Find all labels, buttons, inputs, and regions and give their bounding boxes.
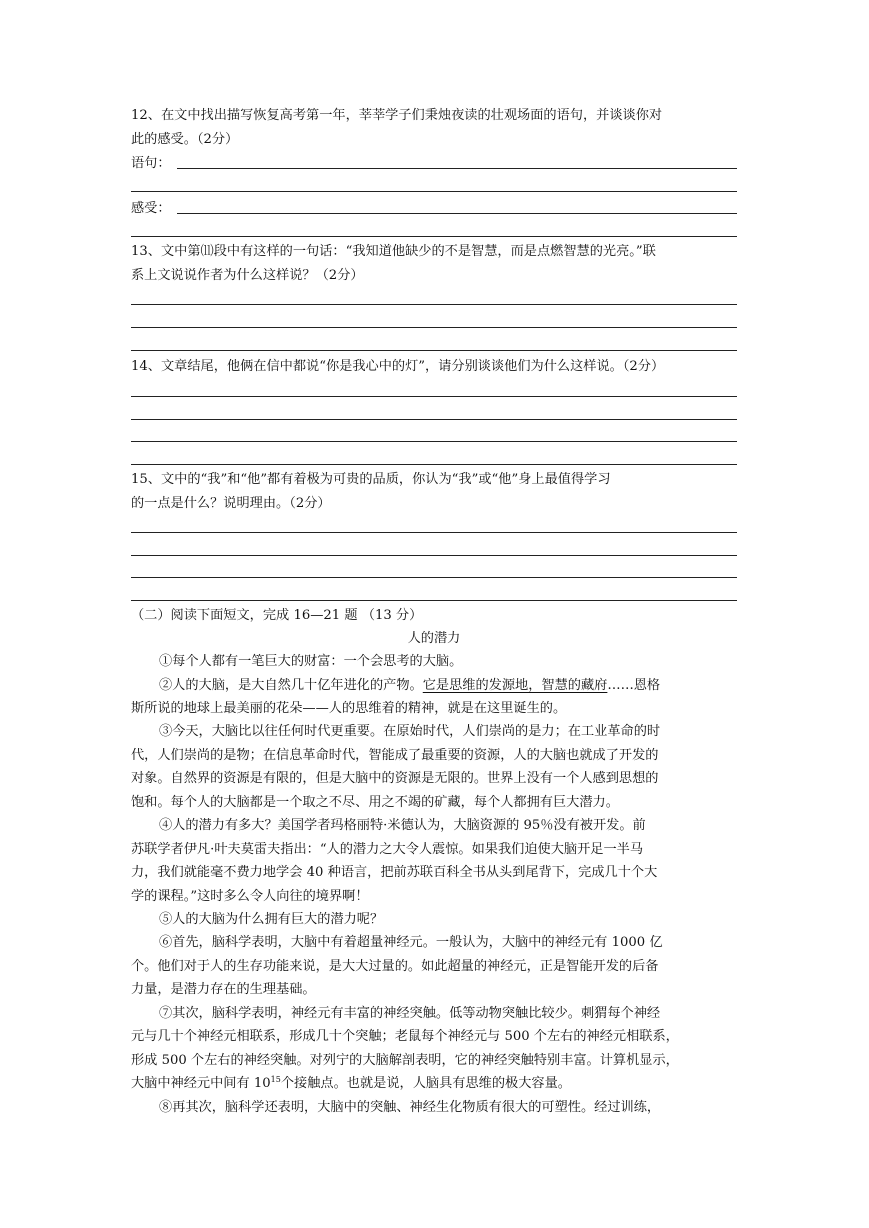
q13-answer-line-1[interactable] [131, 304, 737, 305]
passage-paragraph-7-line3: 形成 500 个左右的神经突触。对列宁的大脑解剖表明，它的神经突触特别丰富。计算机显示， [131, 1053, 679, 1068]
passage-paragraph-6-line2: 个。他们对于人的生存功能来说，是大大过量的。如此超量的神经元，正是智能开发的后备 [131, 959, 659, 974]
q13-answer-line-2[interactable] [131, 327, 737, 328]
q13-answer-line-3[interactable] [131, 350, 737, 351]
passage-paragraph-7-line1: ⑦其次，脑科学表明，神经元有丰富的神经突触。低等动物突触比较少。刺猬每个神经 [159, 1006, 661, 1021]
q12-answer-line-4[interactable] [131, 236, 737, 237]
passage-paragraph-6-line3: 力量，是潜力存在的生理基础。 [131, 982, 316, 997]
q15-text-line2: 的一点是什么？说明理由。（2分） [131, 496, 331, 511]
p2-underlined-sentence: 它是思维的发源地，智慧的藏府 [422, 678, 608, 693]
passage-paragraph-7-line2: 元与几十个神经元相联系，形成几十个突触；老鼠每个神经元与 500 个左右的神经元相联系， [131, 1029, 679, 1044]
passage-paragraph-7-line4 [131, 1074, 737, 1094]
section2-intro: （二）阅读下面短文，完成 16—21 题 （13 分） [131, 608, 423, 623]
q12-text-line1: 12、在文中找出描写恢复高考第一年，莘莘学子们秉烛夜读的壮观场面的语句，并谈谈你对 [131, 108, 663, 123]
passage-paragraph-3-line3: 对象。自然界的资源是有限的，但是大脑中的资源是无限的。世界上没有一个人感到思想的 [131, 771, 659, 786]
q12-sentence-answer-line[interactable] [177, 168, 737, 169]
passage-paragraph-8-line1: ⑧再其次，脑科学还表明，大脑中的突触、神经生化物质有很大的可塑性。经过训练， [159, 1100, 661, 1115]
p7-exponent: 15 [270, 1075, 281, 1084]
passage-paragraph-5: ⑤人的大脑为什么拥有巨大的潜力呢？ [159, 912, 384, 927]
q14-text-line1: 14、文章结尾，他俩在信中都说“你是我心中的灯”，请分别谈谈他们为什么这样说。（2分） [131, 359, 665, 374]
q15-answer-line-3[interactable] [131, 577, 737, 578]
p7-line4-end: 个接触点。也就是说，人脑具有思维的极大容量。 [280, 1076, 571, 1091]
passage-paragraph-6-line1: ⑥首先，脑科学表明，大脑中有着超量神经元。一般认为，大脑中的神经元有 1000 亿 [159, 935, 663, 950]
q13-text-line2: 系上文说说作者为什么这样说？（2分） [131, 268, 364, 283]
p7-line4-start: 大脑中神经元中间有 10 [131, 1076, 271, 1091]
p2-text-end: ……恩格 [607, 678, 661, 693]
passage-paragraph-4-line3: 力，我们就能毫不费力地学会 40 种语言，把前苏联百科全书从头到尾背下，完成几十个大 [131, 865, 658, 880]
q12-sentence-label: 语句： [131, 156, 171, 171]
passage-paragraph-1: ①每个人都有一笔巨大的财富：一个会思考的大脑。 [159, 654, 463, 669]
passage-paragraph-4-line2: 苏联学者伊凡·叶夫莫雷夫指出：“人的潜力之大令人震惊。如果我们迫使大脑开足一半马 [131, 842, 644, 857]
q12-feeling-label: 感受： [131, 201, 171, 216]
q15-answer-line-1[interactable] [131, 532, 737, 533]
passage-paragraph-3-line4: 饱和。每个人的大脑都是一个取之不尽、用之不竭的矿藏，每个人都拥有巨大潜力。 [131, 795, 619, 810]
passage-paragraph-2-line2: 斯所说的地球上最美丽的花朵——人的思维着的精神，就是在这里诞生的。 [131, 701, 567, 716]
passage-paragraph-3-line2: 代，人们崇尚的是物；在信息革命时代，智能成了最重要的资源，人的大脑也就成了开发的 [131, 748, 659, 763]
passage-paragraph-2-line1 [159, 676, 737, 696]
q15-answer-line-2[interactable] [131, 555, 737, 556]
q12-answer-line-2[interactable] [131, 191, 737, 192]
q14-answer-line-2[interactable] [131, 419, 737, 420]
passage-paragraph-4-line4: 学的课程。”这时多么令人向往的境界啊！ [131, 889, 369, 904]
q12-text-line2: 此的感受。（2分） [131, 132, 239, 147]
q14-answer-line-3[interactable] [131, 441, 737, 442]
q15-text-line1: 15、文中的“我”和“他”都有着极为可贵的品质，你认为“我”或“他”身上最值得学习 [131, 472, 611, 487]
p2-text-start: ②人的大脑，是大自然几十亿年进化的产物。 [159, 678, 423, 693]
q13-text-line1: 13、文中第⑾段中有这样的一句话：“我知道他缺少的不是智慧，而是点燃智慧的光亮。”联 [131, 244, 656, 259]
passage-paragraph-4-line1: ④人的潜力有多大？美国学者玛格丽特·米德认为，大脑资源的 95％没有被开发。前 [159, 818, 646, 833]
q12-feeling-answer-line[interactable] [177, 213, 737, 214]
passage-title: 人的潜力 [407, 631, 461, 646]
q15-answer-line-4[interactable] [131, 600, 737, 601]
passage-paragraph-3-line1: ③今天，大脑比以往任何时代更重要。在原始时代，人们崇尚的是力；在工业革命的时 [159, 724, 661, 739]
q14-answer-line-4[interactable] [131, 464, 737, 465]
q14-answer-line-1[interactable] [131, 396, 737, 397]
